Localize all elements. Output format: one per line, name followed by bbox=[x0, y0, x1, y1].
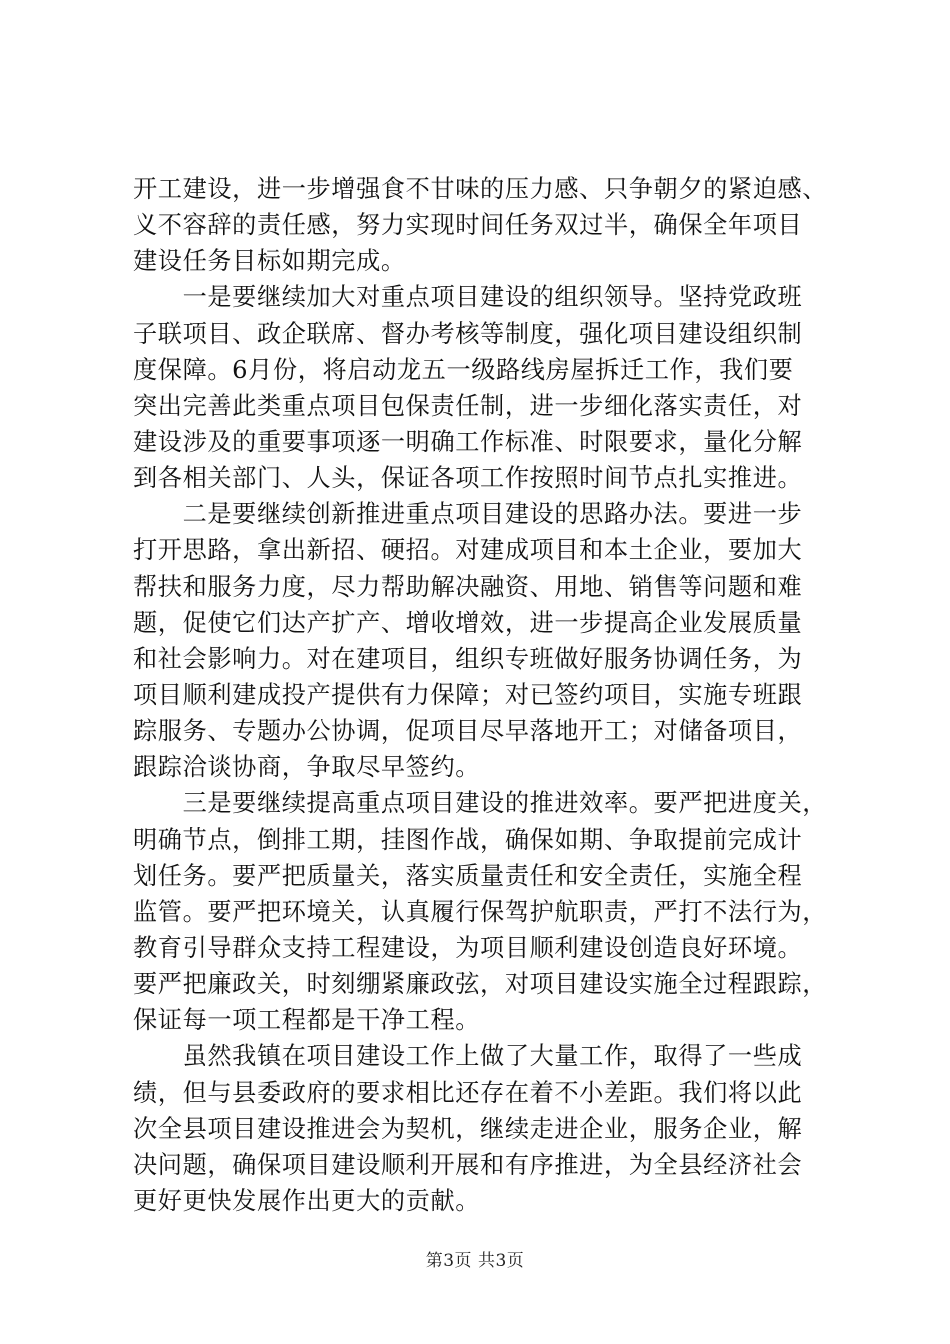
text-line: 踪服务、专题办公协调，促项目尽早落地开工；对储备项目， bbox=[133, 717, 803, 746]
text-line: 帮扶和服务力度，尽力帮助解决融资、用地、销售等问题和难 bbox=[133, 572, 803, 601]
text-line: 项目顺利建成投产提供有力保障；对已签约项目，实施专班跟 bbox=[133, 680, 803, 709]
text-line: 和社会影响力。对在建项目，组织专班做好服务协调任务，为 bbox=[133, 644, 803, 673]
text-line: 子联项目、政企联席、督办考核等制度，强化项目建设组织制 bbox=[133, 319, 803, 348]
text-line: 要严把廉政关，时刻绷紧廉政弦，对项目建设实施全过程跟踪， bbox=[133, 970, 828, 999]
text-line: 跟踪洽谈协商，争取尽早签约。 bbox=[133, 753, 481, 782]
text-line: 到各相关部门、人头，保证各项工作按照时间节点扎实推进。 bbox=[133, 464, 803, 493]
text-line: 更好更快发展作出更大的贡献。 bbox=[133, 1186, 481, 1215]
text-line: 三是要继续提高重点项目建设的推进效率。要严把进度关， bbox=[133, 789, 828, 818]
text-line: 保证每一项工程都是干净工程。 bbox=[133, 1006, 481, 1035]
text-line: 虽然我镇在项目建设工作上做了大量工作，取得了一些成 bbox=[133, 1042, 803, 1071]
text-line: 开工建设，进一步增强食不甘味的压力感、只争朝夕的紧迫感、 bbox=[133, 175, 828, 203]
text-line: 明确节点，倒排工期，挂图作战，确保如期、争取提前完成计 bbox=[133, 825, 803, 854]
text-line: 教育引导群众支持工程建设，为项目顺利建设创造良好环境。 bbox=[133, 933, 803, 962]
text-line: 度保障。6月份，将启动龙五一级路线房屋拆迁工作，我们要 bbox=[133, 355, 794, 384]
text-line: 题，促使它们达产扩产、增收增效，进一步提高企业发展质量 bbox=[133, 608, 803, 637]
text-line: 二是要继续创新推进重点项目建设的思路办法。要进一步 bbox=[133, 500, 803, 529]
text-line: 次全县项目建设推进会为契机，继续走进企业，服务企业，解 bbox=[133, 1114, 803, 1143]
page-footer bbox=[0, 1246, 950, 1271]
text-line: 一是要继续加大对重点项目建设的组织领导。坚持党政班 bbox=[133, 283, 803, 312]
text-line: 突出完善此类重点项目包保责任制，进一步细化落实责任，对 bbox=[133, 391, 803, 420]
text-line: 义不容辞的责任感，努力实现时间任务双过半，确保全年项目 bbox=[133, 211, 803, 240]
text-line: 监管。要严把环境关，认真履行保驾护航职责，严打不法行为， bbox=[133, 897, 828, 926]
text-line: 决问题，确保项目建设顺利开展和有序推进，为全县经济社会 bbox=[133, 1150, 803, 1179]
page-number-label: 第3页 共3页 bbox=[425, 1251, 525, 1271]
text-line: 打开思路，拿出新招、硬招。对建成项目和本土企业，要加大 bbox=[133, 536, 803, 565]
document-body bbox=[133, 171, 833, 1219]
text-line: 建设任务目标如期完成。 bbox=[133, 247, 406, 276]
text-line: 绩，但与县委政府的要求相比还存在着不小差距。我们将以此 bbox=[133, 1078, 803, 1107]
text-line: 划任务。要严把质量关，落实质量责任和安全责任，实施全程 bbox=[133, 861, 803, 890]
text-line: 建设涉及的重要事项逐一明确工作标准、时限要求，量化分解 bbox=[133, 427, 803, 456]
